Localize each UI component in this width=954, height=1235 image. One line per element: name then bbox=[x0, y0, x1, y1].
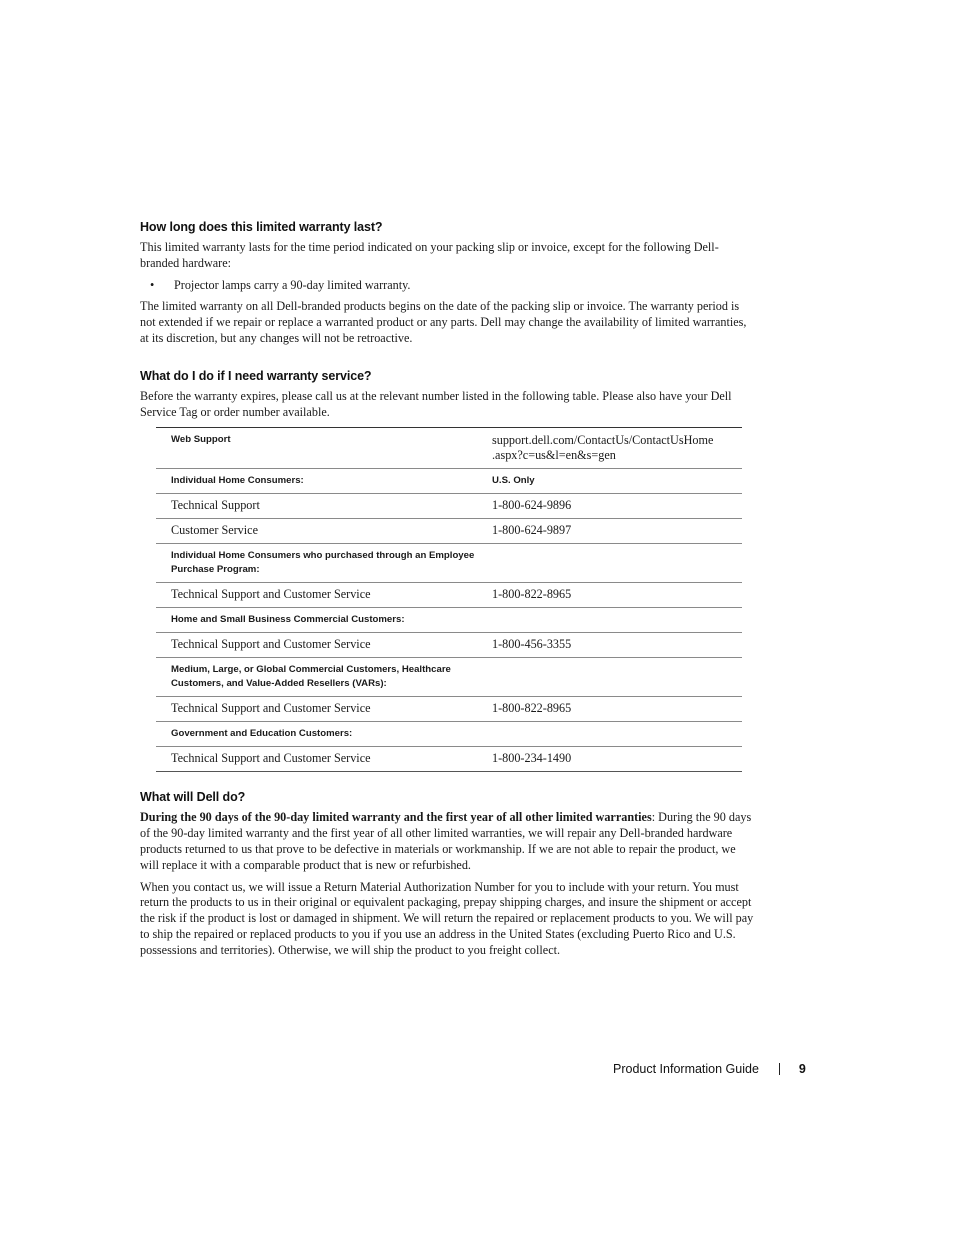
table-cell: Technical Support and Customer Service bbox=[156, 747, 477, 772]
table-cell: Individual Home Consumers: bbox=[156, 469, 477, 494]
web-support-url[interactable]: support.dell.com/ContactUs/ContactUsHome .aspx?c=us&l=en&s=gen bbox=[477, 428, 742, 469]
table-cell: Technical Support and Customer Service bbox=[156, 633, 477, 658]
phone-number: 1-800-456-3355 bbox=[477, 633, 742, 658]
list-item-text: Projector lamps carry a 90-day limited warranty. bbox=[174, 277, 411, 292]
phone-number: 1-800-822-8965 bbox=[477, 697, 742, 722]
phone-number: 1-800-624-9896 bbox=[477, 494, 742, 519]
table-row bbox=[156, 633, 742, 658]
table-row bbox=[156, 428, 742, 469]
paragraph: When you contact us, we will issue a Return Material Authorization Number for you to include with your return. You must return the products to us in their original or equivalent packaging, prepay shipping charges, and insure the shipment or accept the risk if the product is lost or damaged in shipment. We will return the repaired or replacement products to you. We will pay to ship the repaired or replaced products to you if you use an address in the United States (excluding Puerto Rico and U.S. possessions and territories). Otherwise, we will ship the product to you freight collect. bbox=[140, 879, 754, 957]
paragraph: Before the warranty expires, please call us at the relevant number listed in the following table. Please also have your Dell Service Tag or order number available. bbox=[140, 388, 732, 419]
table-row bbox=[156, 608, 742, 633]
page-footer bbox=[613, 1062, 806, 1076]
paragraph bbox=[140, 810, 756, 873]
table-cell bbox=[477, 658, 742, 697]
bold-lead-in: During the 90 days of the 90-day limited warranty and the first year of all other limited warranties bbox=[140, 810, 652, 825]
footer-title: Product Information Guide bbox=[613, 1062, 759, 1076]
paragraph-text: : During the 90 days of the 90-day limited warranty and the first year of all other limited warranties, we will repair any Dell-branded hardware products returned to us that prove to be defective in materials or workmanship. If we are not able to repair the product, we will replace it with a comparable product that is new or refurbished. bbox=[140, 810, 752, 872]
table-cell: Customer Service bbox=[156, 519, 477, 544]
contact-table bbox=[156, 427, 742, 772]
table-cell bbox=[477, 544, 742, 583]
table-row bbox=[156, 722, 742, 747]
table-cell: Technical Support and Customer Service bbox=[156, 697, 477, 722]
table-row bbox=[156, 544, 742, 583]
list-item bbox=[140, 278, 756, 294]
phone-number: 1-800-624-9897 bbox=[477, 519, 742, 544]
table-cell: Web Support bbox=[156, 428, 477, 469]
table-row bbox=[156, 469, 742, 494]
table-cell: Technical Support and Customer Service bbox=[156, 583, 477, 608]
section-heading-warranty-length: How long does this limited warranty last? bbox=[140, 220, 383, 234]
paragraph: The limited warranty on all Dell-branded products begins on the date of the packing slip or invoice. The warranty period is not extended if we repair or replace a warranted product or any parts. Dell may change the availability of limited warranties, at its discretion, but any changes will not be retroactive. bbox=[140, 299, 747, 345]
phone-number: 1-800-234-1490 bbox=[477, 747, 742, 772]
table-row bbox=[156, 494, 742, 519]
bullet-marker: • bbox=[150, 277, 155, 292]
section-heading-dell-do: What will Dell do? bbox=[140, 790, 246, 805]
table-row bbox=[156, 583, 742, 608]
table-cell: Medium, Large, or Global Commercial Customers, Healthcare Customers, and Value-Added Resellers (VARs): bbox=[156, 658, 477, 697]
table-cell: U.S. Only bbox=[477, 469, 742, 494]
table-row bbox=[156, 519, 742, 544]
document-body bbox=[140, 220, 756, 965]
table-row bbox=[156, 747, 742, 772]
paragraph: This limited warranty lasts for the time period indicated on your packing slip or invoice, except for the following Dell-branded hardware: bbox=[140, 240, 719, 270]
phone-number: 1-800-822-8965 bbox=[477, 583, 742, 608]
table-cell: Technical Support bbox=[156, 494, 477, 519]
table-cell: Home and Small Business Commercial Customers: bbox=[156, 608, 742, 633]
page-number: 9 bbox=[798, 1062, 806, 1076]
table-cell: Government and Education Customers: bbox=[156, 722, 742, 747]
table-row bbox=[156, 697, 742, 722]
table-row bbox=[156, 658, 742, 697]
table-cell: Individual Home Consumers who purchased through an Employee Purchase Program: bbox=[156, 544, 477, 583]
section-heading-warranty-service: What do I do if I need warranty service? bbox=[140, 368, 372, 383]
footer-divider bbox=[779, 1063, 780, 1075]
